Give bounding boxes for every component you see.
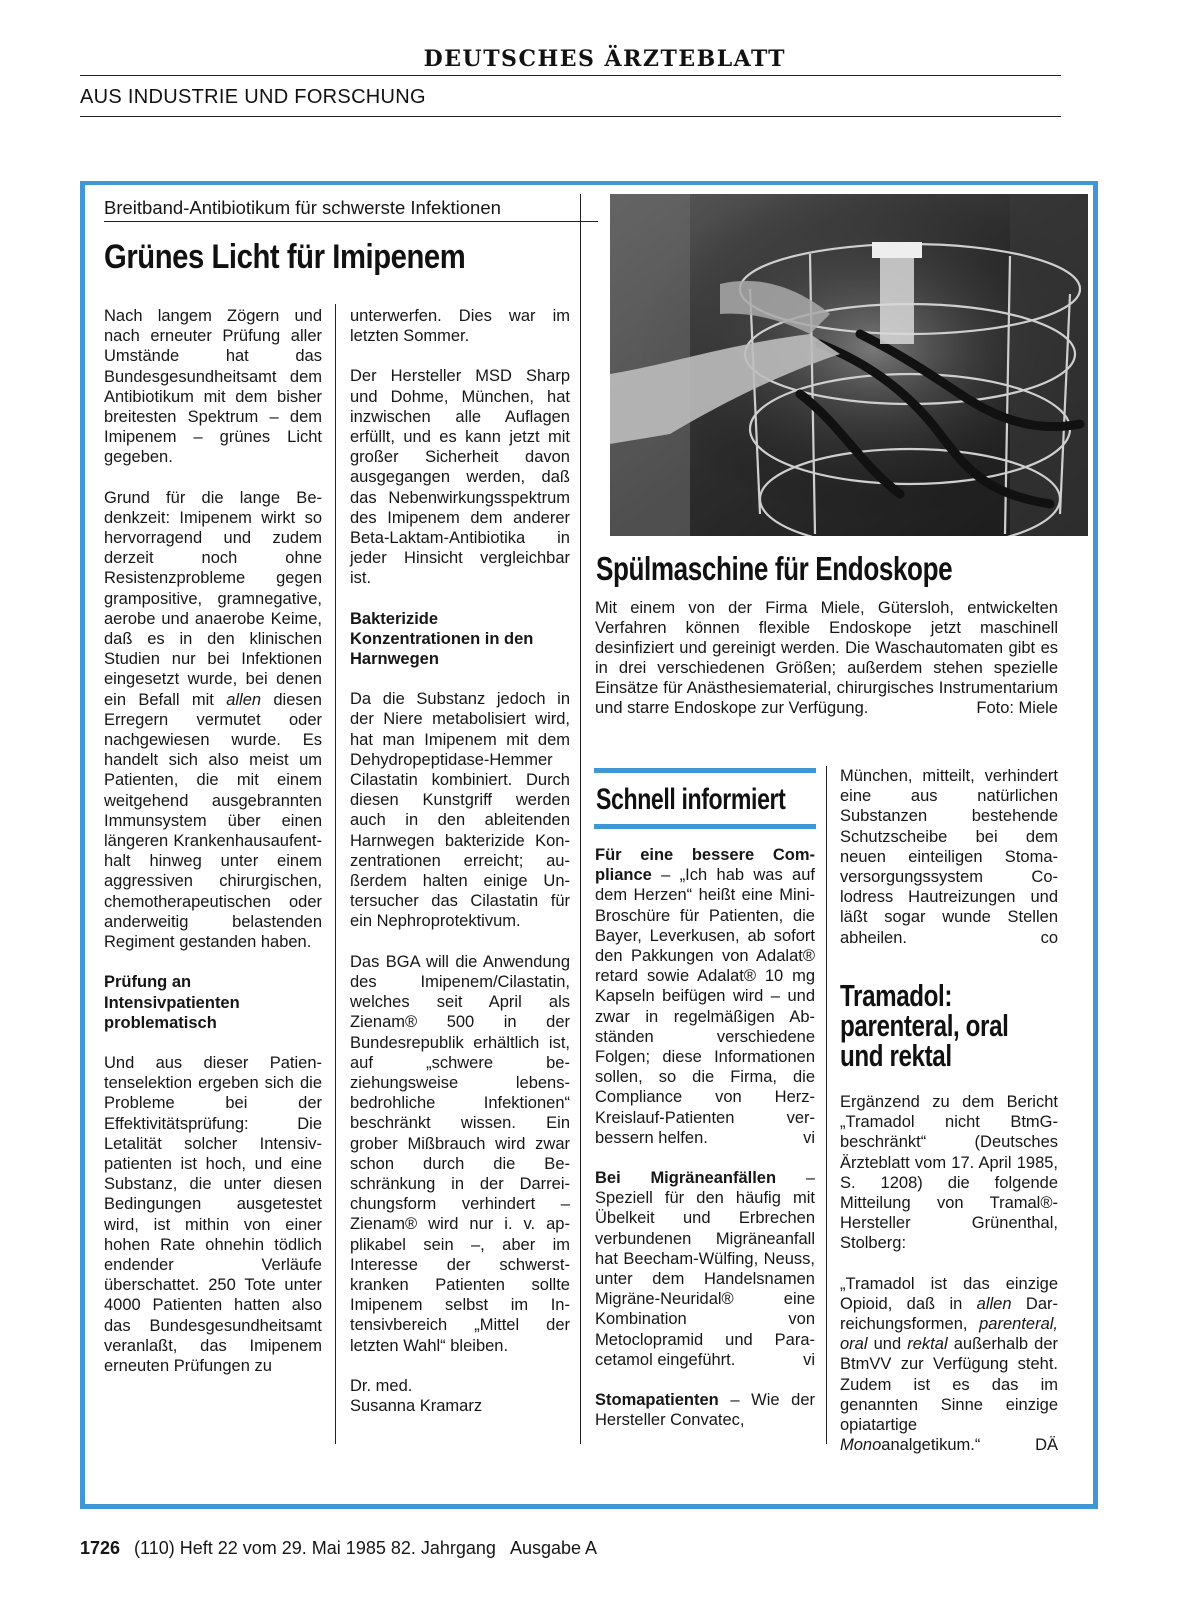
column-rule (580, 194, 581, 1444)
paragraph: Nach langem Zögern und nach erneuter Prüfung aller Umstände hat das Bundesgesundheitsamt dem Antibiotikum mit dem bisher breitesten Spektrum – dem Imipenem – grünes Licht gegeben. (104, 307, 322, 467)
masthead: DEUTSCHES ÄRZTEBLATT (423, 46, 786, 72)
schnell-title: Schnell informiert (596, 783, 786, 816)
paragraph: Und aus dieser Patientenselektion ergeben sich die Probleme bei der Effektivitätsprüfung: Die Letalität solcher Intensivpatienten ist hoch, und eine Substanz, die unter diesen Bedingungen ausgetestet wird, ist mithin von einer hohen Rate ohnehin tödlich endender Verläufe überschattet. 250 Tote unter 4000 Patienten hatten also das Bundesgesundheitsamt veranlaßt, das Imipenem erneuten Prüfungen zu (104, 1053, 322, 1375)
column-rule (335, 304, 336, 1444)
news-item: Bei Migräneanfällen – Speziell für den häufig mit Übelkeit und Erbrechen verbundenen Migräneanfall hat Beecham-Wülfing, Neuss, unter dem Handelsnamen Migräne-Neuridal® eine Kombination von Metoclopramid und Paracetamol eingeführt. vi (595, 1169, 816, 1369)
tramadol-title-line-3: und rektal (840, 1038, 952, 1073)
author: Dr. med. Susanna Kramarz (350, 1376, 483, 1415)
article-column-2 (350, 306, 570, 1436)
page-number: 1726 (80, 1538, 121, 1558)
paragraph: „Tramadol ist das einzige Opioid, daß in allen Darreichungsformen, parenteral, oral und rektal außerhalb der BtmVV zur Verfügung steht. Zudem ist es das im genannten Sinne einzige opiatartige Monoanalgetikum.“ DÄ (840, 1274, 1059, 1455)
tramadol-title-line-1: Tramadol: (840, 978, 953, 1013)
masthead-rule (80, 75, 1061, 76)
tramadol-title-line-2: parenteral, oral (840, 1008, 1009, 1043)
column-rule (826, 766, 827, 1444)
news-item: Stomapatienten – Wie der Hersteller Convatec, (595, 1391, 815, 1430)
paragraph: Der Hersteller MSD Sharp und Dohme, München, hat inzwischen alle Auflagen erfüllt, und es kann jetzt mit großer Sicherheit davon ausgegangen werden, daß das Nebenwirkungsspektrum des Imipenem dem anderer Beta-Laktam-Antibiotika in jeder Hinsicht vergleichbar ist. (350, 367, 570, 588)
issue-info: (110) Heft 22 vom 29. Mai 1985 82. Jahrgang (134, 1538, 496, 1558)
endoscope-title: Spülmaschine für Endoskope (596, 550, 953, 587)
tramadol-column (840, 1092, 1058, 1475)
subheading: Prüfung an Intensivpatienten problematisch (104, 973, 240, 1032)
article-kicker: Breitband-Antibiotikum für schwerste Infektionen (104, 197, 598, 222)
section-rule (80, 116, 1061, 117)
schnell-continuation (840, 766, 1058, 968)
subheading: Bakterizide Konzentrationen in den Harnwegen (350, 609, 534, 669)
paragraph: Da die Substanz jedoch in der Niere metabolisiert wird, hat man Imipenem mit dem Dehydropeptidase-Hemmer Cilastatin kombiniert. Durch diesen Kunstgriff werden auch in den ableitenden Harnwegen bakterizide Konzentrationen erreicht; außerdem halten einige Untersucher das Cilastatin für ein Nephroprotektivum. (350, 690, 570, 931)
photo-credit: Foto: Miele (976, 699, 1058, 717)
section-label: AUS INDUSTRIE UND FORSCHUNG (80, 86, 426, 108)
endoscope-washer-photo (610, 194, 1088, 536)
news-item: Für eine bessere Compliance – „Ich hab was auf dem Herzen“ heißt eine Mini-Broschüre für Patienten, die Bayer, Leverkusen, ab sofort den Pakkungen von Adalat® retard sowie Adalat® 10 mg Kapseln beifügen wird – und zwar in regelmäßigen Abständen verschiedene Folgen; diese Informationen sollen, so die Firma, die Compliance von Herz-Kreislauf-Patienten verbessern helfen. vi (595, 846, 815, 1147)
endoscope-text (595, 598, 1058, 718)
photo-illustration (610, 194, 1088, 536)
paragraph: München, mitteilt, verhindert eine aus natürlichen Substanzen bestehende Schutzscheibe bei dem neuen einteiligen Stomaversorgungssystem Colodress Hautreizungen und läßt sogar wunde Stellen abheilen. co (840, 767, 1058, 947)
edition: Ausgabe A (509, 1538, 598, 1558)
page-footer (80, 1538, 597, 1559)
schnell-column (595, 845, 815, 1450)
paragraph: Grund für die lange Bedenkzeit: Imipenem wirkt so hervorragend und zudem derzeit noch ohne Resistenzprobleme gegen grampositive, gramnegative, aerobe und anaerobe Keime, daß es in den klinischen Studien nur bei Infektionen eingesetzt wurde, bei denen ein Befall mit allen diesen Erregern vermutet oder nachgewiesen wurde. Es handelt sich also meist um Patienten, die mit einem weitgehend ausgebrannten Immunsystem über einen längeren Krankenhausaufenthalt hinweg unter einem aggressiven chirurgischen, chemotherapeutischen oder anderweitig belastenden Regiment gestanden haben. (104, 488, 322, 952)
article-column-1 (104, 306, 322, 1396)
article-title: Grünes Licht für Imipenem (104, 238, 466, 276)
paragraph: unterwerfen. Dies war im letzten Sommer. (350, 307, 570, 346)
paragraph: Ergänzend zu dem Bericht „Tramadol nicht BtmG-beschränkt“ (Deutsches Ärzteblatt vom 17. April 1985, S. 1208) die folgende Mitteilung von Tramal®-Hersteller Grünenthal, Stolberg: (840, 1093, 1058, 1253)
paragraph: Das BGA will die Anwendung des Imipenem/Cilastatin, welches seit April als Zienam® 500 in der Bundesrepublik erhältlich ist, auf „schwere beziehungsweise lebensbedrohliche Infektionen“ beschränkt wissen. Ein grober Mißbrauch wird zwar schon durch die Beschränkung in der Darreichungsform verhindert – Zienam® wird nur i. v. applikabel sein –, aber im Interesse der schwerstkranken Patienten sollte Imipenem selbst im Intensivbereich „Mittel der letzten Wahl“ bleiben. (350, 952, 570, 1355)
schnell-bottom-bar (594, 824, 816, 829)
paragraph: Mit einem von der Firma Miele, Gütersloh, entwickelten Verfahren können flexible Endoskope jetzt maschinell desinfiziert und gereinigt werden. Die Waschautomaten gibt es in drei verschiedenen Größen; außerdem stehen spezielle Einsätze für Anästhesiematerial, chirurgisches Instrumentarium und starre Endoskope zur Verfügung. Foto: Miele (595, 599, 1058, 717)
schnell-top-bar (594, 768, 816, 773)
